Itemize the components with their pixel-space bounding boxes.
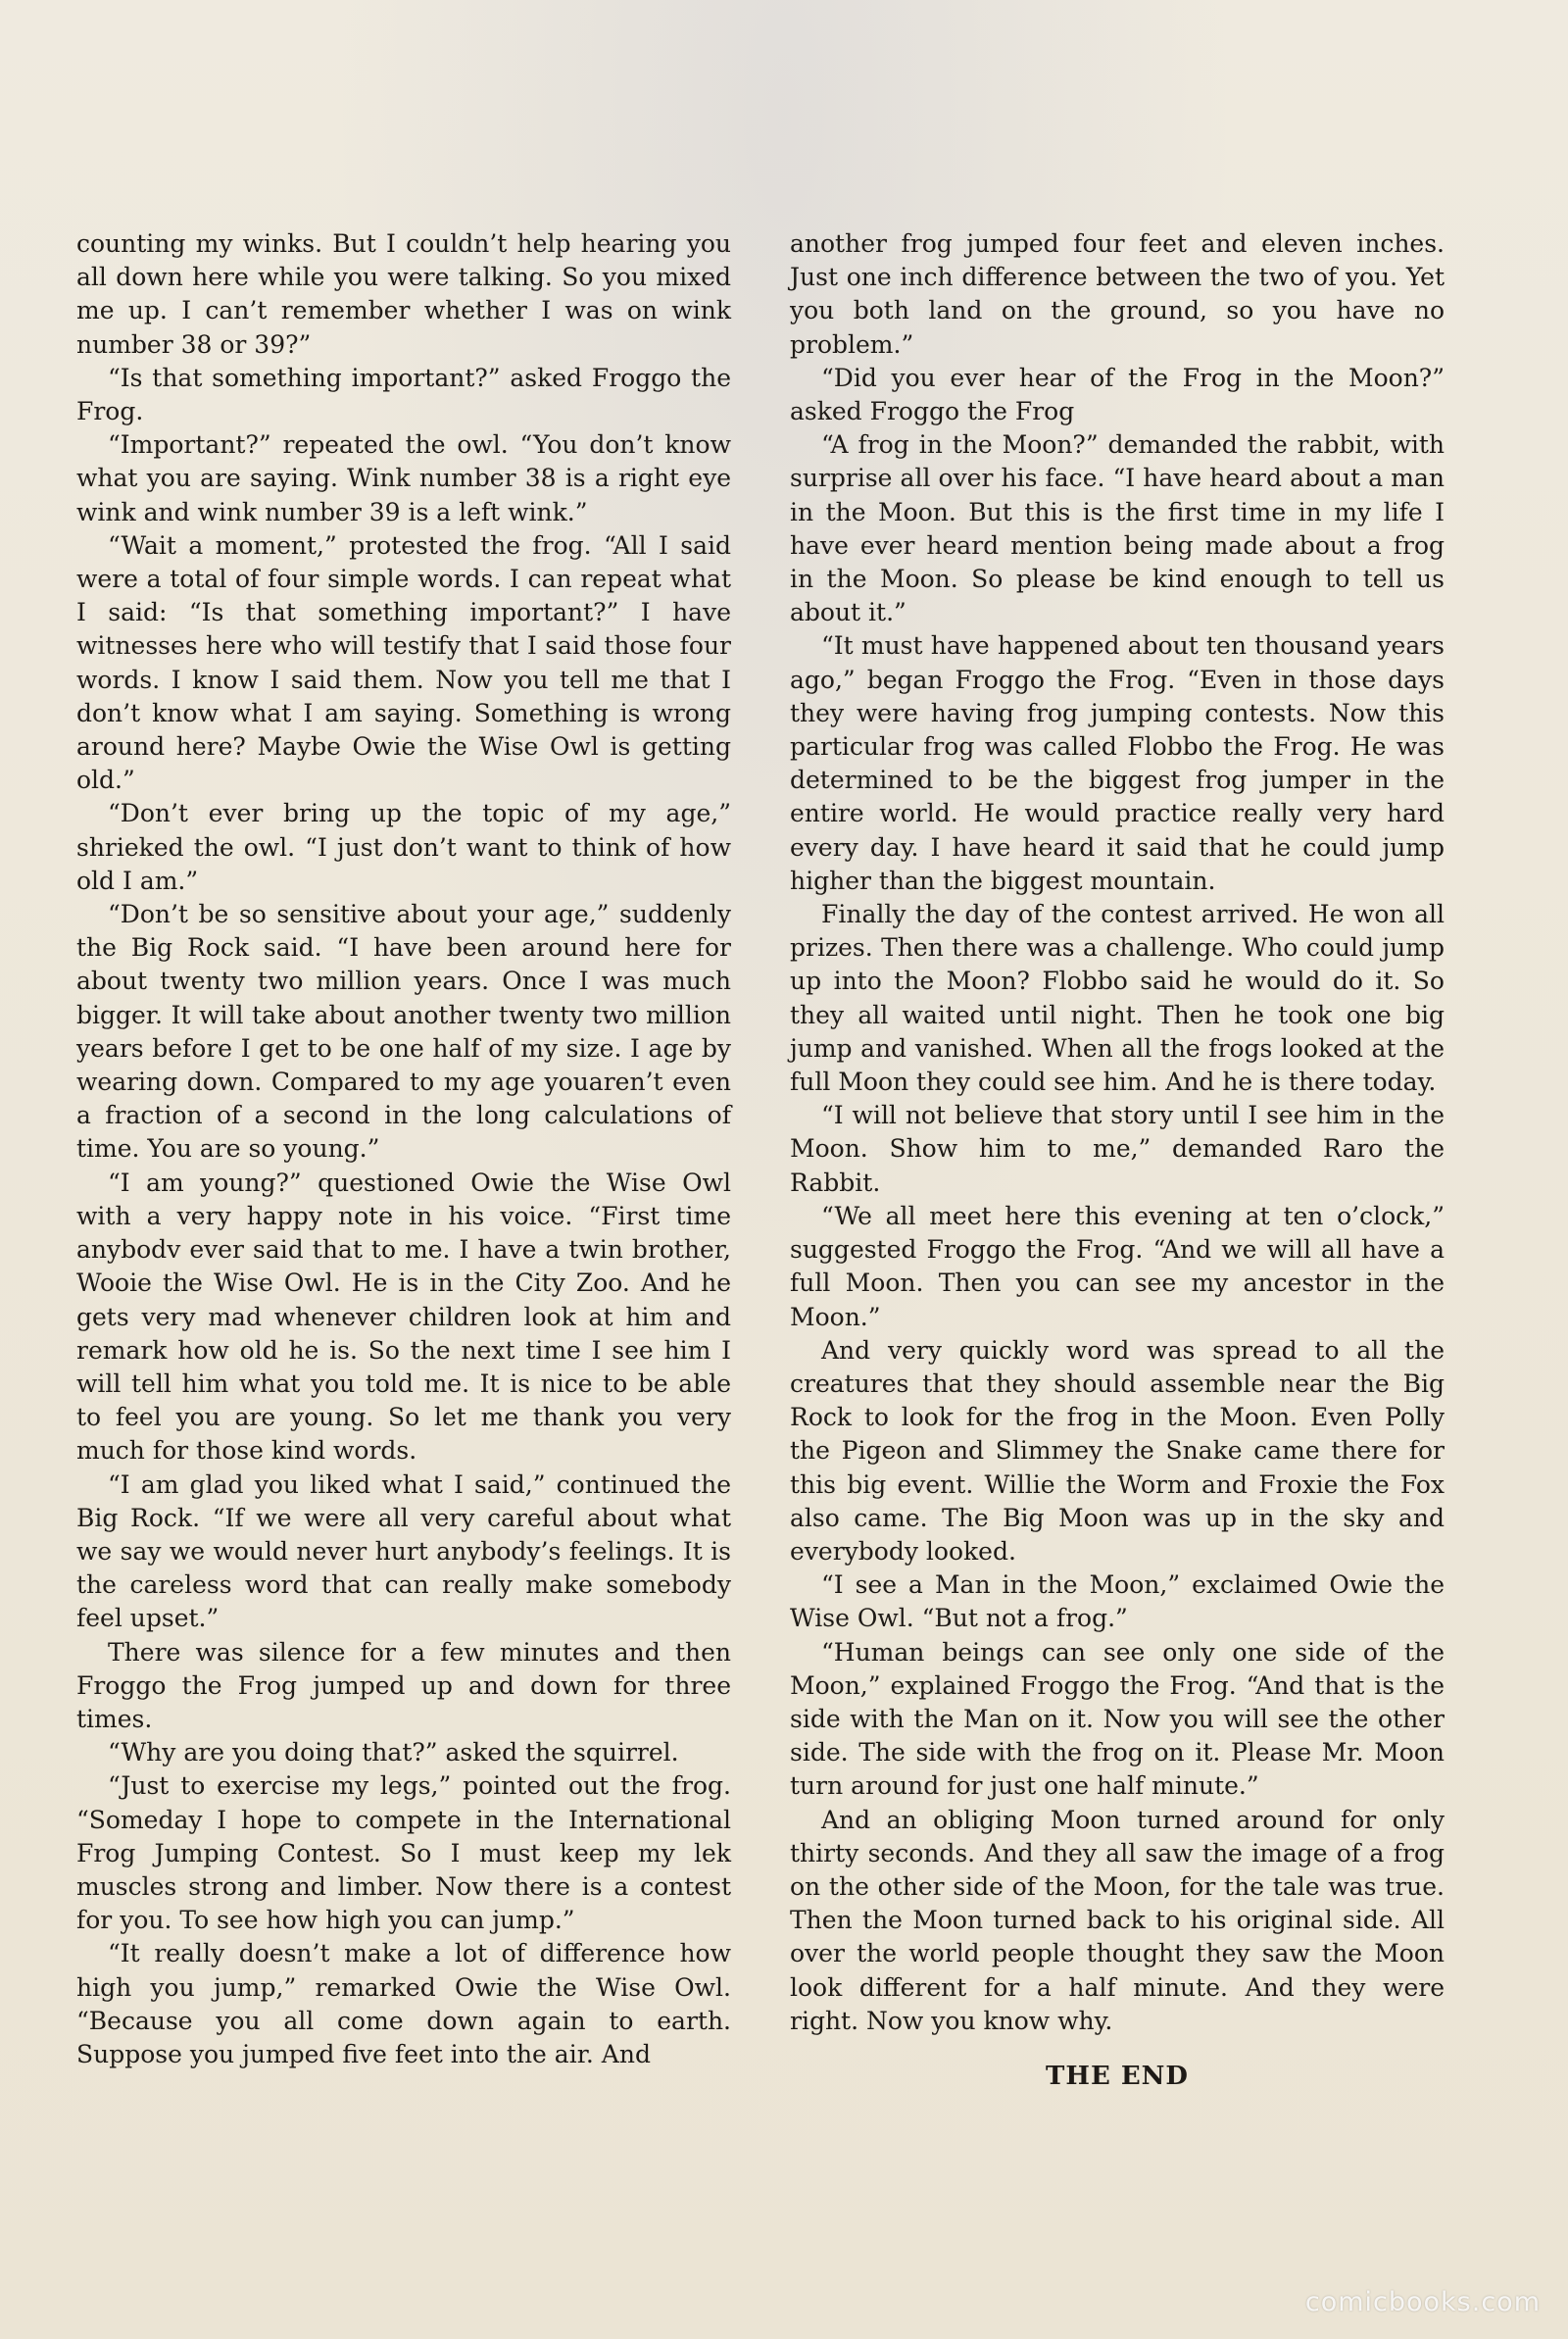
paragraph: “I will not believe that story until I see him in the Moon. Show him to me,” demanded Raro the Rabbit. [790, 1101, 1445, 1197]
paragraph: “Just to exercise my legs,” pointed out the frog. “Someday I hope to compete in the International Frog Jumping Contest. So I must keep my lek muscles strong and limber. Now there is a contest for you. To see how high you can jump.” [76, 1771, 731, 1935]
paragraph: Finally the day of the contest arrived. He won all prizes. Then there was a challenge. Who could jump up into the Moon? Flobbo said he would do it. So they all waited until night. Then he took one big jump and vanished. When all the frogs looked at the full Moon they could see him. And he is there today. [790, 900, 1445, 1097]
paragraph: “Important?” repeated the owl. “You don’t know what you are saying. Wink number 38 is a right eye wink and wink number 39 is a left wink.” [76, 430, 731, 526]
paragraph: another frog jumped four feet and eleven inches. Just one inch difference between the two of you. Yet you both land on the ground, so you have no problem.” [790, 229, 1445, 359]
paragraph: “I see a Man in the Moon,” exclaimed Owie the Wise Owl. “But not a frog.” [790, 1570, 1445, 1633]
paragraph: “We all meet here this evening at ten o’clock,” suggested Froggo the Frog. “And we will all have a full Moon. Then you can see my ancestor in the Moon.” [790, 1201, 1445, 1331]
the-end-label: THE END [1046, 2061, 1189, 2091]
paragraph: “Why are you doing that?” asked the squirrel. [108, 1738, 679, 1767]
paragraph: “Is that something important?” asked Froggo the Frog. [76, 363, 731, 426]
paragraph: counting my winks. But I couldn’t help hearing you all down here while you were talking. So you mixed me up. I can’t remember whether I was on wink number 38 or 39?” [76, 229, 731, 359]
right-text-column [790, 227, 1445, 2093]
paragraph: “It really doesn’t make a lot of difference how high you jump,” remarked Owie the Wise Owl. “Because you all come down again to earth. Suppose you jumped five feet into the air. And [76, 1939, 731, 2068]
paragraph: And an obliging Moon turned around for only thirty seconds. And they all saw the image of a frog on the other side of the Moon, for the tale was true. Then the Moon turned back to his original side. All over the world people thought they saw the Moon look different for a half minute. And they were right. Now you know why. [790, 1805, 1445, 2035]
site-watermark: comicbooks.com [1304, 2287, 1541, 2317]
paragraph: “It must have happened about ten thousand years ago,” began Froggo the Frog. “Even in those days they were having frog jumping contests. Now this particular frog was called Flobbo the Frog. He was determined to be the biggest frog jumper in the entire world. He would practice really very hard every day. I have heard it said that he could jump higher than the biggest mountain. [790, 631, 1445, 895]
paragraph: And very quickly word was spread to all the creatures that they should assemble near the Big Rock to look for the frog in the Moon. Even Polly the Pigeon and Slimmey the Snake came there for this big event. Willie the Worm and Froxie the Fox also came. The Big Moon was up in the sky and everybody looked. [790, 1335, 1445, 1566]
paragraph: “Wait a moment,” protested the frog. “All I said were a total of four simple words. I can repeat what I said: “Is that something important?” I have witnesses here who will testify that I said those four words. I know I said them. Now you tell me that I don’t know what I am saying. Something is wrong around here? Maybe Owie the Wise Owl is getting old.” [76, 530, 731, 795]
paragraph: “A frog in the Moon?” demanded the rabbit, with surprise all over his face. “I have heard about a man in the Moon. But this is the first time in my life I have ever heard mention being made about a frog in the Moon. So please be kind enough to tell us about it.” [790, 430, 1445, 627]
paragraph: “Don’t be so sensitive about your age,” suddenly the Big Rock said. “I have been around here for about twenty two million years. Once I was much bigger. It will take about another twenty two million years before I get to be one half of my size. I age by wearing down. Compared to my age youaren’t even a fraction of a second in the long calculations of time. You are so young.” [76, 900, 731, 1164]
paragraph: “I am young?” questioned Owie the Wise Owl with a very happy note in his voice. “First time anybodv ever said that to me. I have a twin brother, Wooie the Wise Owl. He is in the City Zoo. And he gets very mad whenever children look at him and remark how old he is. So the next time I see him I will tell him what you told me. It is nice to be able to feel you are young. So let me thank you very much for those kind words. [76, 1168, 731, 1466]
left-text-column [76, 227, 731, 2071]
paragraph: “I am glad you liked what I said,” continued the Big Rock. “If we were all very careful about what we say we would never hurt anybody’s feelings. It is the careless word that can really make somebody feel upset.” [76, 1469, 731, 1633]
paragraph: “Human beings can see only one side of the Moon,” explained Froggo the Frog. “And that is the side with the Man on it. Now you will see the other side. The side with the frog on it. Please Mr. Moon turn around for just one half minute.” [790, 1637, 1445, 1801]
paragraph: “Don’t ever bring up the topic of my age,” shrieked the owl. “I just don’t want to think of how old I am.” [76, 799, 731, 895]
paragraph: There was silence for a few minutes and then Froggo the Frog jumped up and down for three times. [76, 1637, 731, 1733]
paragraph: “Did you ever hear of the Frog in the Moon?” asked Froggo the Frog [790, 363, 1445, 426]
